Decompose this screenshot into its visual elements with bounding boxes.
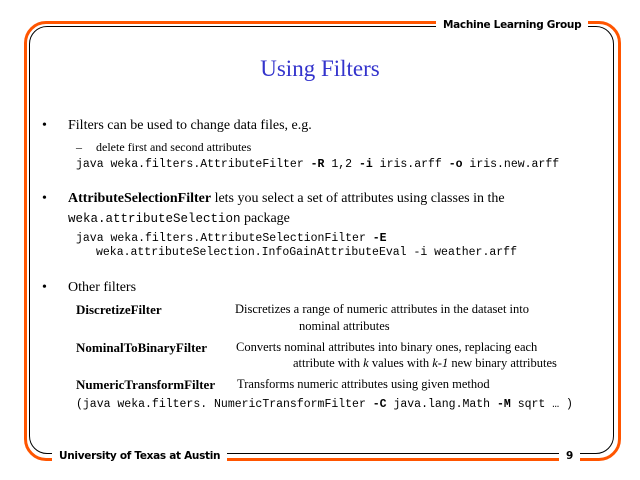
filter-name-nominal-to-binary: NominalToBinaryFilter: [76, 340, 207, 355]
command-attribute-selection-line1: java weka.filters.AttributeSelectionFilter -E: [76, 232, 387, 245]
bullet-1-text: Filters can be used to change data files, e.g.: [68, 118, 312, 133]
filter-desc-discretize-line2: nominal attributes: [299, 319, 390, 333]
sub-bullet-dash: –: [76, 140, 82, 154]
command-attribute-selection-line2: weka.attributeSelection.InfoGainAttributeEval -i weather.arff: [96, 246, 517, 259]
bullet-3-text: Other filters: [68, 280, 137, 295]
filter-desc-nominal-to-binary-line1: Converts nominal attributes into binary ones, replacing each: [236, 340, 538, 354]
filter-desc-numeric-transform: Transforms numeric attributes using given method: [237, 377, 490, 391]
filter-desc-discretize-line1: Discretizes a range of numeric attributes in the dataset into: [235, 302, 529, 316]
page-number: 9: [559, 449, 580, 463]
bullet-icon: •: [42, 118, 47, 133]
filter-name-discretize: DiscretizeFilter: [76, 302, 162, 317]
bullet-icon: •: [42, 191, 47, 206]
filter-desc-nominal-to-binary-line2: attribute with k values with k-1 new binary attributes: [293, 356, 557, 370]
sub-bullet-text: delete first and second attributes: [96, 140, 252, 154]
bullet-2-text: AttributeSelectionFilter lets you select a set of attributes using classes in the: [68, 191, 505, 206]
filter-name-numeric-transform: NumericTransformFilter: [76, 377, 216, 392]
footer-institution-label: University of Texas at Austin: [52, 449, 227, 463]
command-numeric-transform: (java weka.filters. NumericTransformFilter -C java.lang.Math -M sqrt … ): [76, 398, 573, 411]
header-group-label: Machine Learning Group: [436, 18, 588, 32]
filter-name: AttributeSelectionFilter: [68, 191, 212, 206]
slide-title: Using Filters: [260, 56, 380, 81]
bullet-2-package-line: weka.attributeSelection package: [68, 211, 290, 226]
command-attribute-filter: java weka.filters.AttributeFilter -R 1,2 -i iris.arff -o iris.new.arff: [76, 158, 560, 171]
bullet-icon: •: [42, 280, 47, 295]
